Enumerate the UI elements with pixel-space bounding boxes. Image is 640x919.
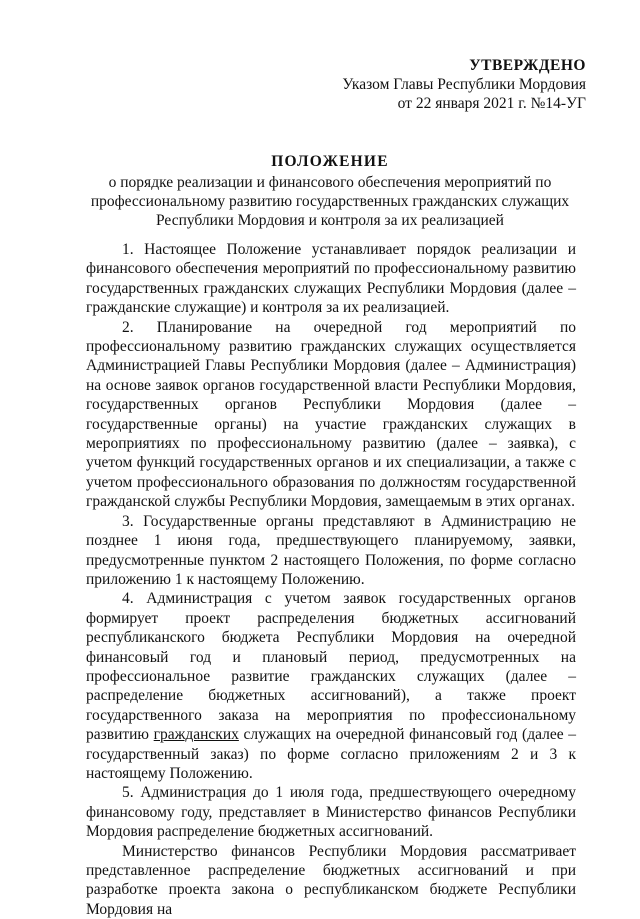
approval-decree: Указом Главы Республики Мордовия — [342, 76, 586, 93]
document-subtitle-line-3: Республики Мордовия и контроля за их реализацией — [156, 212, 504, 229]
paragraph-1: 1. Настоящее Положение устанавливает порядок реализации и финансового обеспечения мероприятий по профессиональному развитию государственных гражданских служащих Республики Мордовия (далее – гражданские служащие) и контроля за их реализацией. — [86, 241, 576, 317]
document-subtitle-line-1: о порядке реализации и финансового обеспечения мероприятий по — [108, 174, 552, 191]
document-body — [86, 240, 576, 919]
document-subtitle-line-2: профессиональному развитию государственных гражданских служащих — [90, 193, 570, 210]
paragraph-5: 5. Администрация до 1 июля года, предшествующего очередному финансовому году, представляет в Министерство финансов Республики Мордовия распределение бюджетных ассигнований. — [86, 784, 576, 841]
document-title: ПОЛОЖЕНИЕ — [271, 153, 389, 170]
paragraph-3: 3. Государственные органы представляют в Администрацию не позднее 1 июня года, предшествующего планируемому, заявки, предусмотренные пунктом 2 настоящего Положения, по форме согласно приложению 1 к настоящему Положению. — [86, 512, 576, 588]
document-title-block — [70, 152, 590, 230]
paragraph-6: Министерство финансов Республики Мордовия рассматривает представленное распределение бюджетных ассигнований и при разработке проекта закона о республиканском бюджете Республики Мордовия на — [86, 842, 576, 918]
paragraph-4-part-2: служащих на очередной финансовый год (далее – государственный заказ) по форме согласно приложениям 2 и 3 к настоящему Положению. — [86, 726, 576, 782]
approval-stamp: УТВЕРЖДЕНО — [469, 57, 586, 74]
paragraph-4-part-1: 4. Администрация с учетом заявок государственных органов формирует проект распределения бюджетных ассигнований республиканского бюджета Республики Мордовия на очередной финансовый год и плановый период, предусмотренных на профессиональное развитие гражданских служащих (далее – распределение бюджетных ассигнований), а также проект государственного заказа на мероприятия по профессиональному развитию — [86, 590, 576, 744]
paragraph-4 — [86, 589, 576, 783]
paragraph-4-underlined-word: гражданских — [153, 726, 239, 744]
approval-block — [342, 56, 586, 113]
approval-date-number: от 22 января 2021 г. №14-УГ — [397, 95, 586, 112]
paragraph-2: 2. Планирование на очередной год мероприятий по профессиональному развитию гражданских служащих осуществляется Администрацией Главы Республики Мордовия (далее – Администрация) на основе заявок органов государственной власти Республики Мордовия, государственных органов Республики Мордовия (далее – государственные органы) на участие гражданских служащих в мероприятиях по профессиональному развитию (далее – заявка), с учетом функций государственных органов и их специализации, а также с учетом профессионального образования по должностям государственной гражданской службы Республики Мордовия, замещаемым в этих органах. — [86, 318, 576, 511]
